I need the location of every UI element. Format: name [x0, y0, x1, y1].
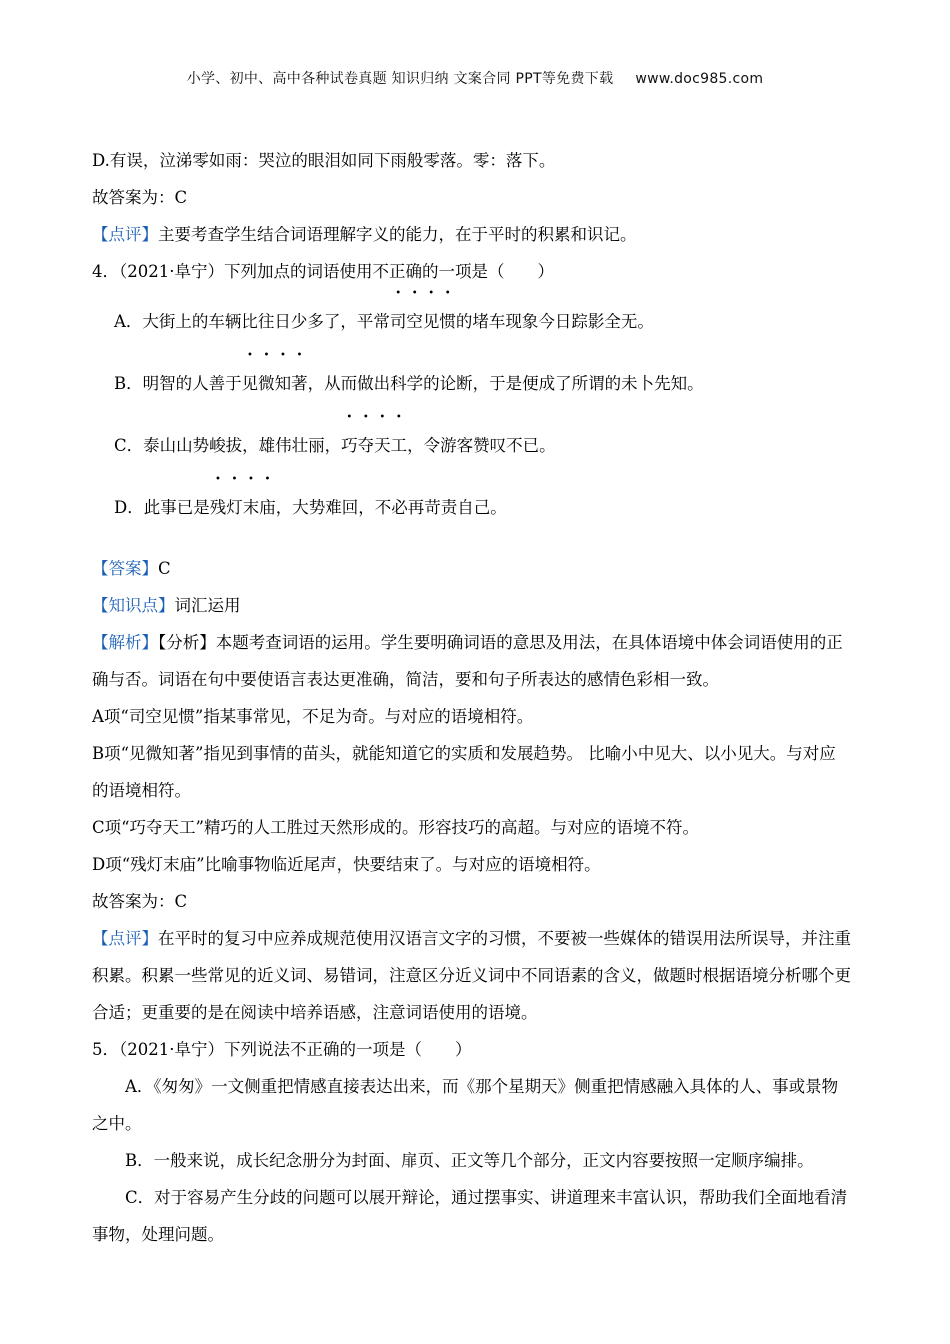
- option-a-prefix: A．大街上的车辆比往日少多了，平常: [114, 312, 390, 331]
- q4-explanation-b: B项“见微知著”指见到事情的苗头，就能知道它的实质和发展趋势。 比喻小中见大、以小见大。与对应的语境相符。: [92, 744, 836, 800]
- document-body: [92, 142, 852, 1253]
- option-b-prefix: B．明智的人善于: [114, 374, 242, 393]
- dotted-char: 空: [406, 312, 423, 331]
- dotted-char: 庙: [259, 498, 276, 517]
- comment-label: 【点评】: [92, 929, 158, 948]
- knowledge-label: 【知识点】: [92, 596, 175, 615]
- dotted-char: 见: [241, 374, 259, 393]
- dotted-char: 知: [274, 374, 292, 393]
- dotted-char: 微: [258, 374, 275, 393]
- option-d-prefix: D．此事已是: [114, 498, 210, 517]
- comment-text: 主要考查学生结合词语理解字义的能力，在于平时的积累和识记。: [158, 225, 637, 244]
- option-d-suffix: ，大势难回，不必再苛责自己。: [275, 498, 507, 517]
- header-text: 小学、初中、高中各种试卷真题 知识归纳 文案合同 PPT等免费下载: [186, 71, 614, 87]
- prev-comment: [92, 216, 852, 253]
- dotted-char: 夺: [357, 436, 375, 455]
- option-a-suffix: 的堵车现象今日踪影全无。: [455, 312, 654, 331]
- dotted-char: 灯: [226, 498, 243, 517]
- answer-value: C: [158, 559, 171, 578]
- dotted-char: 司: [389, 312, 407, 331]
- knowledge-value: 词汇运用: [174, 596, 241, 615]
- q4-option-b: [92, 364, 852, 404]
- header-url[interactable]: www.doc985.com: [635, 71, 764, 87]
- dotted-char: 工: [390, 436, 408, 455]
- dotted-char: 天: [374, 436, 391, 455]
- comment-text: 在平时的复习中应养成规范使用汉语言文字的习惯，不要被一些媒体的错误用法所误导，并注重积累。积累一些常见的近义词、易错词，注意区分近义词中不同语素的含义，做题时根据语境分析哪个更合适；更重要的是在阅读中培养语感，注意词语使用的语境。: [92, 929, 851, 1022]
- answer-label: 【答案】: [92, 559, 158, 578]
- q4-knowledge-point: [92, 587, 852, 624]
- dotted-char: 末: [242, 498, 260, 517]
- option-c-suffix: ，令游客赞叹不已。: [407, 436, 556, 455]
- q4-explanation-c: C项“巧夺天工”精巧的人工胜过天然形成的。形容技巧的高超。与对应的语境不符。: [92, 818, 699, 837]
- q4-option-c: [92, 426, 852, 466]
- prev-option-d-explanation: D.有误，泣涕零如雨：哭泣的眼泪如同下雨般零落。零：落下。: [92, 151, 556, 170]
- q4-option-d: [92, 488, 852, 528]
- q4-final-answer: 故答案为：C: [92, 892, 188, 911]
- q4-explanation-a: A项“司空见惯”指某事常见，不足为奇。与对应的语境相符。: [92, 707, 534, 726]
- dotted-char: 惯: [439, 312, 456, 331]
- analysis-text: 【分析】本题考查词语的运用。学生要明确词语的意思及用法，在具体语境中体会词语使用的正确与否。词语在句中要使语言表达更准确，简洁，要和句子所表达的感情色彩相一致。: [92, 633, 843, 689]
- q4-answer: [92, 550, 852, 587]
- page-header: [0, 68, 950, 88]
- q4-analysis: [92, 624, 852, 698]
- q5-option-c: C．对于容易产生分歧的问题可以展开辩论，通过摆事实、讲道理来丰富认识，帮助我们全面地看清事物，处理问题。: [92, 1188, 848, 1244]
- analysis-label: 【解析】: [92, 633, 158, 652]
- q5-option-b: B．一般来说，成长纪念册分为封面、扉页、正文等几个部分，正文内容要按照一定顺序编排。: [125, 1151, 814, 1170]
- dotted-char: 见: [422, 312, 440, 331]
- q4-option-a: [92, 302, 852, 342]
- q4-explanation-d: D项“残灯末庙”比喻事物临近尾声，快要结束了。与对应的语境相符。: [92, 855, 601, 874]
- prev-final-answer: 故答案为：C: [92, 188, 188, 207]
- dotted-char: 巧: [341, 436, 358, 455]
- q5-option-a: A．《匆匆》一文侧重把情感直接表达出来，而《那个星期天》侧重把情感融入具体的人、事或景物之中。: [92, 1077, 839, 1133]
- question-4-stem: 4．（2021·阜宁）下列加点的词语使用不正确的一项是（ ）: [92, 262, 554, 281]
- comment-label: 【点评】: [92, 225, 158, 244]
- question-5-stem: 5．（2021·阜宁）下列说法不正确的一项是（ ）: [92, 1040, 472, 1059]
- q4-comment: [92, 920, 852, 1031]
- option-b-suffix: ，从而做出科学的论断，于是便成了所谓的未卜先知。: [307, 374, 704, 393]
- dotted-char: 残: [209, 498, 227, 517]
- dotted-char: 著: [291, 374, 308, 393]
- option-c-prefix: C．泰山山势峻拔，雄伟壮丽，: [114, 436, 342, 455]
